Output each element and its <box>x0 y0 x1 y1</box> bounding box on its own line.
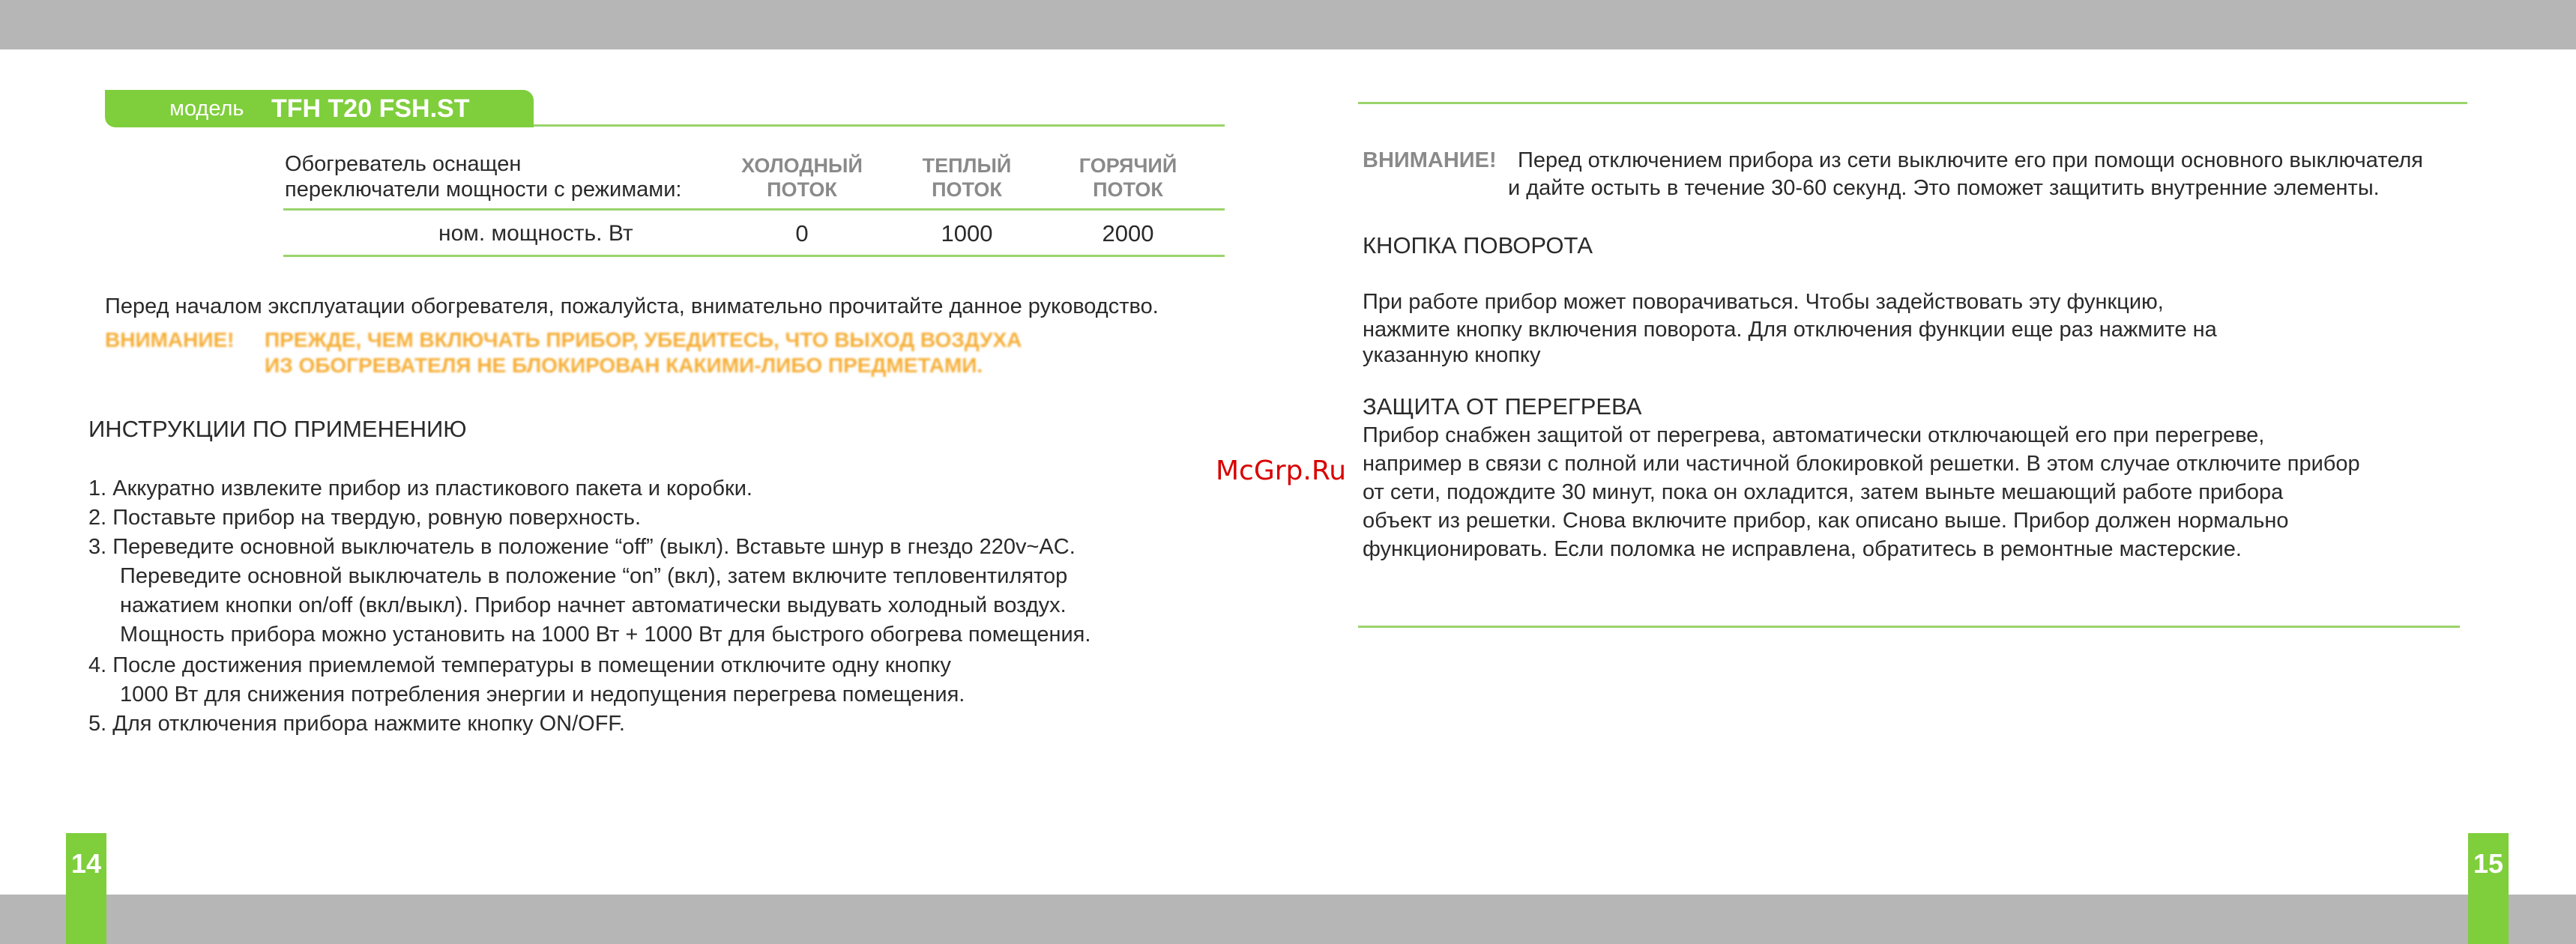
intro-text: Перед началом эксплуатации обогревателя, пожалуйста, внимательно прочитайте данное руководство. <box>105 294 1159 318</box>
col-cold-header-line1: ХОЛОДНЫЙ <box>741 154 863 177</box>
instruction-line: Мощность прибора можно установить на 1000 Вт + 1000 Вт для быстрого обогрева помещения. <box>120 623 1091 647</box>
col-hot-header-line1: ГОРЯЧИЙ <box>1079 154 1177 177</box>
instruction-line: 1. Аккуратно извлеките прибор из пластикового пакета и коробки. <box>88 476 752 500</box>
overheat-line: от сети, подождите 30 минут, пока он охладится, затем выньте мешающий работе прибора <box>1363 480 2284 504</box>
rotation-line: нажмите кнопку включения поворота. Для отключения функции еще раз нажмите на <box>1363 318 2217 342</box>
table-bottom-divider <box>283 255 1225 257</box>
table-value-warm: 1000 <box>941 220 993 246</box>
rotation-line: указанную кнопку <box>1363 343 1541 367</box>
instruction-line: 4. После достижения приемлемой температуры в помещении отключите одну кнопку <box>88 653 951 677</box>
overheat-line: Прибор снабжен защитой от перегрева, автоматически отключающей его при перегреве, <box>1363 423 2265 447</box>
table-row-label: ном. мощность. Вт <box>438 221 633 246</box>
rotation-line: При работе прибор может поворачиваться. Чтобы задействовать эту функцию, <box>1363 290 2164 314</box>
header-divider <box>534 124 1225 127</box>
overheat-line: объект из решетки. Снова включите прибор, как описано выше. Прибор должен нормально <box>1363 509 2289 533</box>
table-desc-line2: переключатели мощности с режимами: <box>285 178 682 202</box>
table-value-hot: 2000 <box>1102 220 1154 246</box>
attention-label: ВНИМАНИЕ! <box>1363 148 1497 172</box>
attention-line2: и дайте остыть в течение 30-60 секунд. Это поможет защитить внутренние элементы. <box>1508 176 2380 200</box>
col-hot-header-line2: ПОТОК <box>1093 178 1163 201</box>
rotation-heading: КНОПКА ПОВОРОТА <box>1363 232 1593 258</box>
instructions-heading: ИНСТРУКЦИИ ПО ПРИМЕНЕНИЮ <box>88 416 467 442</box>
warning-label: ВНИМАНИЕ! <box>105 328 235 351</box>
model-name: TFH T20 FSH.ST <box>271 94 470 123</box>
overheat-heading: ЗАЩИТА ОТ ПЕРЕГРЕВА <box>1363 393 1642 420</box>
warning-line1: ПРЕЖДЕ, ЧЕМ ВКЛЮЧАТЬ ПРИБОР, УБЕДИТЕСЬ, ЧТО ВЫХОД ВОЗДУХА <box>265 328 1022 351</box>
overheat-line: например в связи с полной или частичной блокировкой решетки. В этом случае отключите прибор <box>1363 452 2360 476</box>
attention-line1: Перед отключением прибора из сети выключите его при помощи основного выключателя <box>1518 148 2424 172</box>
instruction-line: 5. Для отключения прибора нажмите кнопку ON/OFF. <box>88 712 625 736</box>
table-divider <box>283 208 1225 211</box>
model-tab <box>105 90 534 127</box>
right-top-divider <box>1358 102 2467 104</box>
col-cold-header-line2: ПОТОК <box>767 178 837 201</box>
table-value-cold: 0 <box>795 220 809 246</box>
table-desc-line1: Обогреватель оснащен <box>285 152 522 176</box>
overheat-line: функционировать. Если поломка не исправлена, обратитесь в ремонтные мастерские. <box>1363 537 2242 561</box>
bottom-gray-band <box>0 895 2576 944</box>
right-bottom-divider <box>1358 626 2460 628</box>
watermark: McGrp.Ru <box>1216 456 1347 486</box>
model-prefix: модель <box>169 97 244 121</box>
instruction-line: 3. Переведите основной выключатель в положение “off” (выкл). Вставьте шнур в гнездо 220v~AC. <box>88 535 1076 559</box>
instruction-line: 1000 Вт для снижения потребления энергии и недопущения перегрева помещения. <box>120 683 965 707</box>
warning-line2: ИЗ ОБОГРЕВАТЕЛЯ НЕ БЛОКИРОВАН КАКИМИ-ЛИБО ПРЕДМЕТАМИ. <box>265 354 983 377</box>
page-number-right: 15 <box>2468 833 2509 944</box>
instruction-line: Переведите основной выключатель в положение “on” (вкл), затем включите тепловентилятор <box>120 564 1068 588</box>
instruction-line: 2. Поставьте прибор на твердую, ровную поверхность. <box>88 506 642 530</box>
top-gray-band <box>0 0 2576 49</box>
col-warm-header-line1: ТЕПЛЫЙ <box>922 154 1012 177</box>
instruction-line: нажатием кнопки on/off (вкл/выкл). Прибор начнет автоматически выдувать холодный воздух. <box>120 593 1067 617</box>
page-number-left: 14 <box>66 833 106 944</box>
col-warm-header-line2: ПОТОК <box>932 178 1002 201</box>
